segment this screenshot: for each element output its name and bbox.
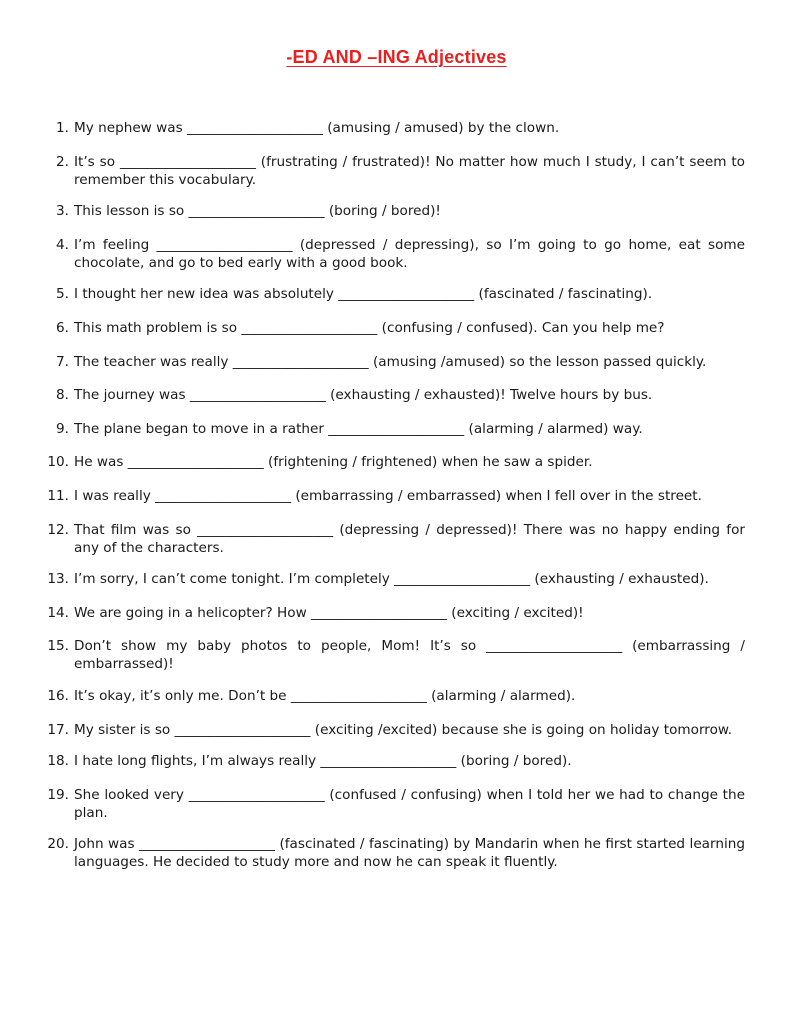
question-text: I’m feeling ____________________ (depressed / depressing), so I’m going to go home, eat some chocolate, and go to bed early with a good book. bbox=[74, 236, 745, 271]
question-item bbox=[40, 835, 745, 871]
question-item bbox=[40, 386, 745, 404]
question-number: 4. bbox=[56, 236, 69, 253]
question-number: 15. bbox=[47, 638, 69, 655]
question-text: The journey was ____________________ (exhausting / exhausted)! Twelve hours by bus. bbox=[74, 387, 653, 404]
question-text: This lesson is so ____________________ (boring / bored)! bbox=[74, 203, 441, 220]
question-number: 14. bbox=[47, 604, 69, 621]
question-text: I thought her new idea was absolutely ____________________ (fascinated / fascinating). bbox=[74, 286, 653, 303]
question-number: 6. bbox=[56, 319, 69, 336]
question-text: This math problem is so ____________________ (confusing / confused). Can you help me? bbox=[74, 319, 665, 336]
question-item bbox=[40, 453, 745, 471]
question-text: It’s so ____________________ (frustrating / frustrated)! No matter how much I study, I can’t seem to remember this vocabulary. bbox=[74, 153, 745, 188]
question-number: 20. bbox=[47, 836, 69, 853]
question-number: 13. bbox=[47, 571, 69, 588]
question-text: My sister is so ____________________ (exciting /excited) because she is going on holiday tomorrow. bbox=[74, 721, 733, 738]
question-item bbox=[40, 285, 745, 303]
question-text: That film was so ____________________ (depressing / depressed)! There was no happy ending for any of the characters. bbox=[74, 521, 745, 556]
question-text: He was ____________________ (frightening / frightened) when he saw a spider. bbox=[74, 454, 593, 471]
question-list bbox=[40, 119, 745, 885]
question-item bbox=[40, 119, 745, 137]
question-number: 11. bbox=[47, 487, 69, 504]
question-item bbox=[40, 570, 745, 588]
question-number: 19. bbox=[47, 786, 69, 803]
question-text: John was ____________________ (fascinated / fascinating) by Mandarin when he first started learning languages. He decided to study more and now he can speak it fluently. bbox=[74, 836, 745, 871]
question-text: I hate long flights, I’m always really ____________________ (boring / bored). bbox=[74, 753, 572, 770]
question-number: 17. bbox=[47, 721, 69, 738]
question-number: 7. bbox=[56, 353, 69, 370]
question-item bbox=[40, 353, 745, 371]
question-item bbox=[40, 487, 745, 505]
question-text: She looked very ____________________ (confused / confusing) when I told her we had to change the plan. bbox=[74, 786, 745, 821]
question-text: I was really ____________________ (embarrassing / embarrassed) when I fell over in the street. bbox=[74, 487, 702, 504]
question-item bbox=[40, 637, 745, 673]
question-text: The plane began to move in a rather ____________________ (alarming / alarmed) way. bbox=[74, 420, 643, 437]
question-text: Don’t show my baby photos to people, Mom! It’s so ____________________ (embarrassing / embarrassed)! bbox=[74, 638, 745, 673]
question-number: 3. bbox=[56, 203, 69, 220]
question-item bbox=[40, 752, 745, 770]
question-item bbox=[40, 721, 745, 739]
question-number: 8. bbox=[56, 387, 69, 404]
question-item bbox=[40, 786, 745, 822]
question-item bbox=[40, 202, 745, 220]
question-number: 9. bbox=[56, 420, 69, 437]
question-number: 2. bbox=[56, 153, 69, 170]
question-item bbox=[40, 153, 745, 189]
question-item bbox=[40, 319, 745, 337]
page-title: -ED AND –ING Adjectives bbox=[286, 47, 507, 67]
question-text: My nephew was ____________________ (amusing / amused) by the clown. bbox=[74, 120, 560, 136]
question-text: The teacher was really ____________________ (amusing /amused) so the lesson passed quickly. bbox=[74, 353, 707, 370]
question-item bbox=[40, 604, 745, 622]
question-number: 5. bbox=[56, 286, 69, 303]
question-text: I’m sorry, I can’t come tonight. I’m completely ____________________ (exhausting / exhausted). bbox=[74, 571, 709, 588]
question-item bbox=[40, 420, 745, 438]
question-number: 1. bbox=[56, 120, 69, 136]
question-number: 12. bbox=[47, 521, 69, 538]
question-number: 16. bbox=[47, 687, 69, 704]
question-item bbox=[40, 687, 745, 705]
question-text: It’s okay, it’s only me. Don’t be ____________________ (alarming / alarmed). bbox=[74, 687, 576, 704]
question-item bbox=[40, 521, 745, 557]
question-number: 18. bbox=[47, 753, 69, 770]
question-item bbox=[40, 236, 745, 272]
question-number: 10. bbox=[47, 454, 69, 471]
question-text: We are going in a helicopter? How ____________________ (exciting / excited)! bbox=[74, 604, 584, 621]
